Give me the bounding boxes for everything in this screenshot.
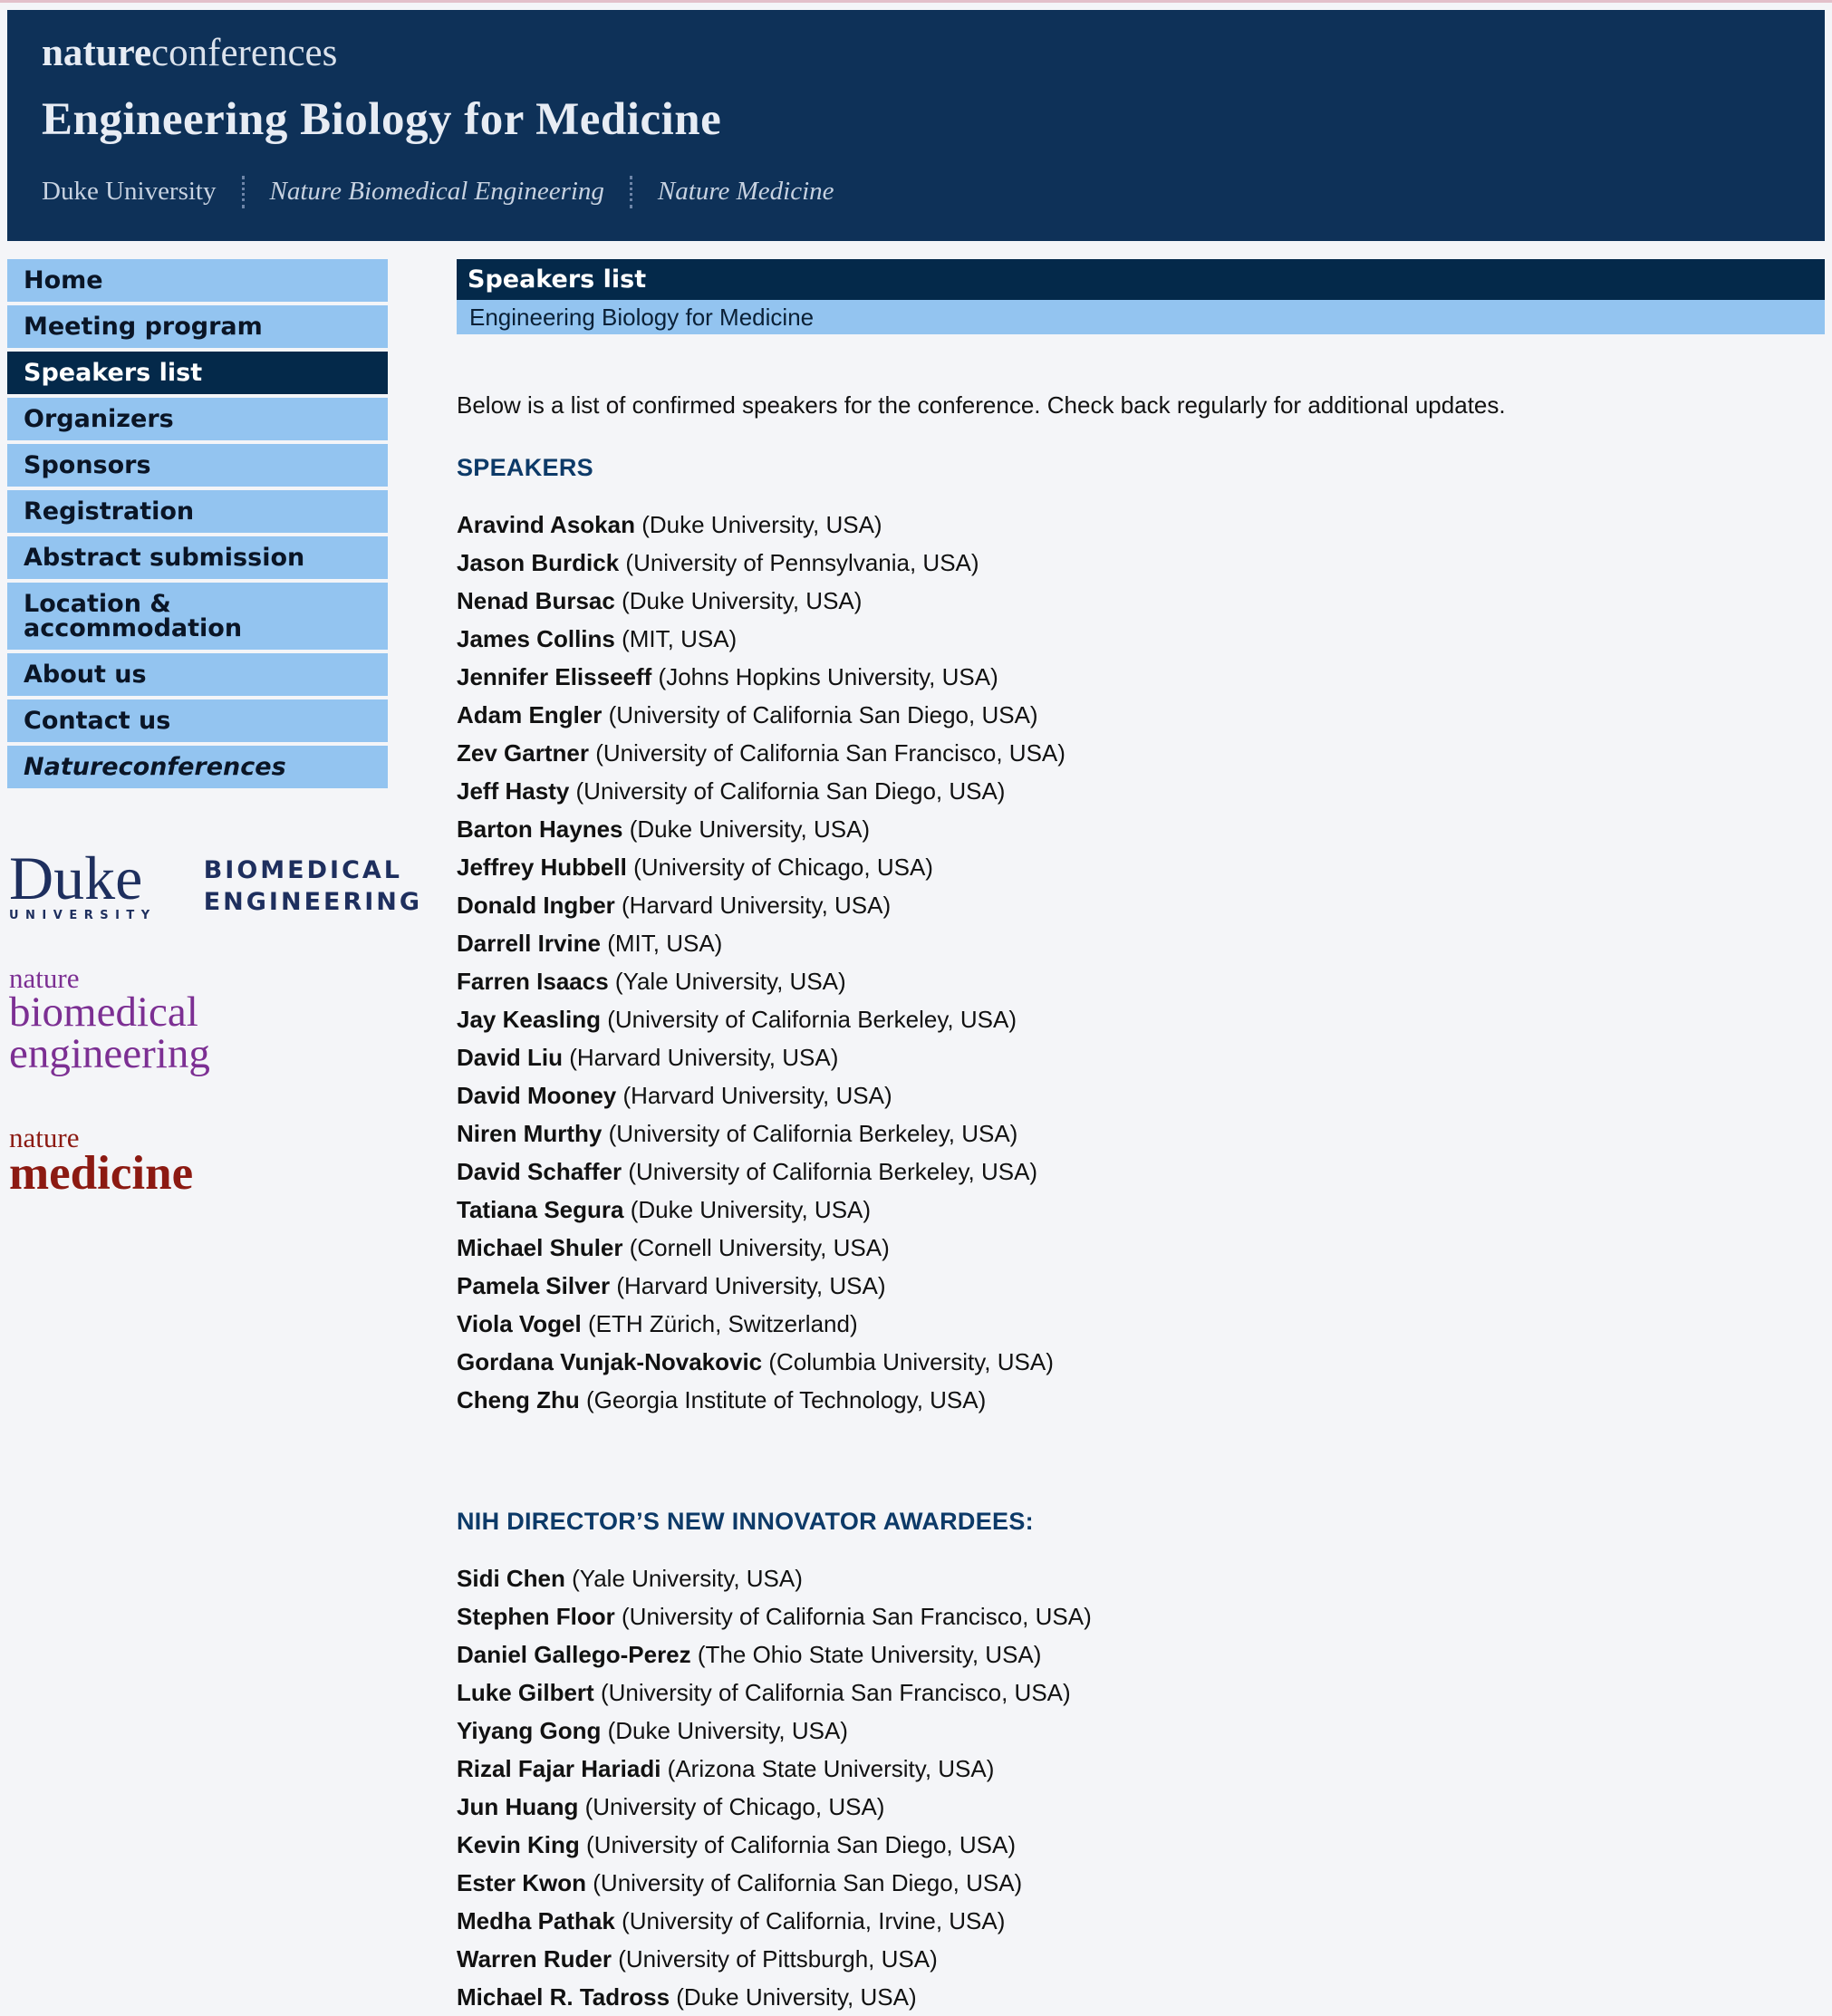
awardee-name: Yiyang Gong: [457, 1717, 602, 1744]
sidebar-item-label: Contact us: [24, 707, 171, 735]
speaker-name: Darrell Irvine: [457, 930, 601, 957]
sidebar-item-label: Speakers list: [24, 359, 203, 387]
sidebar-item[interactable]: [7, 490, 388, 533]
speaker-name: Aravind Asokan: [457, 511, 635, 538]
duke-university-label: UNIVERSITY: [9, 908, 157, 922]
duke-department-label: [204, 854, 422, 918]
speaker-entry: [457, 1038, 1825, 1076]
speaker-affiliation: (Duke University, USA): [630, 1196, 872, 1223]
speaker-name: Jeffrey Hubbell: [457, 854, 627, 881]
sidebar-nav: [7, 259, 388, 788]
speaker-entry: [457, 1000, 1825, 1038]
sidebar-item[interactable]: [7, 699, 388, 742]
speaker-entry: [457, 1381, 1825, 1419]
awardee-name: Jun Huang: [457, 1793, 579, 1820]
speaker-affiliation: (University of California San Diego, USA): [575, 777, 1006, 805]
speaker-entry: [457, 658, 1825, 696]
nmed-logo-line2: medicine: [9, 1147, 194, 1200]
page-title-bar: Speakers list: [457, 259, 1825, 300]
speaker-name: Viola Vogel: [457, 1310, 582, 1337]
dotted-separator: [242, 176, 245, 208]
speaker-name: Donald Ingber: [457, 892, 615, 919]
sidebar-item[interactable]: [7, 746, 388, 788]
speaker-name: David Schaffer: [457, 1158, 622, 1185]
speaker-name: Gordana Vunjak-Novakovic: [457, 1348, 763, 1375]
dotted-separator: [630, 176, 632, 208]
nih-awardees-heading: NIH DIRECTOR’S NEW INNOVATOR AWARDEES:: [457, 1508, 1034, 1535]
sidebar-item-label: About us: [24, 661, 147, 689]
speaker-affiliation: (University of California San Diego, USA): [608, 701, 1038, 728]
sidebar-item-label: Home: [24, 266, 103, 294]
sponsor-logos: [7, 843, 423, 1200]
awardee-affiliation: (University of California, Irvine, USA): [622, 1907, 1006, 1934]
speaker-affiliation: (MIT, USA): [607, 930, 723, 957]
speaker-affiliation: (Yale University, USA): [614, 968, 846, 995]
speaker-affiliation: (Duke University, USA): [641, 511, 882, 538]
awardee-entry: [457, 1712, 1825, 1750]
speaker-name: Jennifer Elisseeff: [457, 663, 652, 690]
nature-medicine-logo[interactable]: [9, 1122, 388, 1200]
speaker-entry: [457, 810, 1825, 848]
awardee-affiliation: (University of California San Diego, USA): [586, 1831, 1016, 1858]
speaker-affiliation: (Harvard University, USA): [569, 1044, 839, 1071]
speaker-name: James Collins: [457, 625, 615, 652]
speaker-name: Tatiana Segura: [457, 1196, 624, 1223]
awardee-name: Sidi Chen: [457, 1565, 565, 1592]
duke-biomedical-engineering-logo[interactable]: [9, 843, 423, 924]
speaker-name: Barton Haynes: [457, 815, 623, 843]
awardee-affiliation: (University of Pittsburgh, USA): [618, 1945, 938, 1973]
sidebar-item-label: Location & accommodation: [24, 590, 243, 642]
sidebar-item[interactable]: [7, 305, 388, 348]
speaker-entry: [457, 962, 1825, 1000]
speaker-name: Jay Keasling: [457, 1006, 601, 1033]
speaker-affiliation: (University of California Berkeley, USA): [628, 1158, 1038, 1185]
speaker-name: Cheng Zhu: [457, 1386, 580, 1413]
speaker-affiliation: (Harvard University, USA): [622, 892, 892, 919]
awardee-name: Kevin King: [457, 1831, 580, 1858]
sidebar-item[interactable]: [7, 259, 388, 302]
speaker-entry: [457, 1153, 1825, 1191]
speaker-entry: [457, 1114, 1825, 1153]
speaker-affiliation: (Harvard University, USA): [622, 1082, 892, 1109]
sidebar-item[interactable]: [7, 444, 388, 487]
sidebar-item-label: Natureconferences: [24, 753, 286, 781]
speaker-entry: [457, 506, 1825, 544]
speaker-name: Niren Murthy: [457, 1120, 603, 1147]
awardee-affiliation: (University of California San Francisco, USA): [600, 1679, 1071, 1706]
sidebar-item-label: Meeting program: [24, 313, 263, 341]
duke-wordmark-block: [9, 843, 157, 922]
sidebar-item[interactable]: [7, 352, 388, 394]
speaker-affiliation: (University of California Berkeley, USA): [607, 1006, 1017, 1033]
page-layout: [0, 241, 1832, 2016]
speaker-entry: [457, 886, 1825, 924]
sidebar-item[interactable]: [7, 653, 388, 696]
awardee-name: Ester Kwon: [457, 1869, 587, 1896]
awardee-affiliation: (The Ohio State University, USA): [697, 1641, 1042, 1668]
awardee-entry: [457, 1597, 1825, 1635]
top-accent-line: [0, 0, 1832, 3]
sidebar-item-label: Abstract submission: [24, 544, 305, 572]
speaker-affiliation: (Harvard University, USA): [616, 1272, 886, 1299]
speaker-entry: [457, 1305, 1825, 1343]
conference-title: Engineering Biology for Medicine: [42, 94, 722, 146]
sidebar-item[interactable]: [7, 536, 388, 579]
sidebar-item-label: Registration: [24, 497, 195, 526]
natureconferences-logo: [42, 32, 1807, 74]
awardee-affiliation: (Yale University, USA): [572, 1565, 803, 1592]
awardee-entry: [457, 1978, 1825, 2016]
speakers-list: [457, 506, 1825, 1419]
left-column: [7, 259, 423, 1200]
awardee-name: Warren Ruder: [457, 1945, 612, 1973]
speaker-entry: [457, 848, 1825, 886]
awardee-affiliation: (University of California San Diego, USA): [593, 1869, 1023, 1896]
awardee-affiliation: (Duke University, USA): [676, 1983, 917, 2011]
awardee-entry: [457, 1788, 1825, 1826]
awardee-name: Medha Pathak: [457, 1907, 615, 1934]
awardee-entry: [457, 1674, 1825, 1712]
brand-nature: nature: [42, 32, 152, 74]
speaker-name: Adam Engler: [457, 701, 603, 728]
speaker-entry: [457, 1229, 1825, 1267]
awardee-entry: [457, 1750, 1825, 1788]
speakers-heading: SPEAKERS: [457, 454, 593, 481]
speaker-entry: [457, 772, 1825, 810]
speaker-name: Farren Isaacs: [457, 968, 609, 995]
speaker-affiliation: (Duke University, USA): [622, 587, 863, 614]
speaker-affiliation: (University of Pennsylvania, USA): [625, 549, 979, 576]
awardee-affiliation: (University of Chicago, USA): [584, 1793, 885, 1820]
speaker-affiliation: (Duke University, USA): [629, 815, 871, 843]
speaker-name: Nenad Bursac: [457, 587, 615, 614]
speaker-entry: [457, 582, 1825, 620]
page-subtitle-bar: Engineering Biology for Medicine: [457, 300, 1825, 334]
speaker-affiliation: (University of Chicago, USA): [633, 854, 933, 881]
nmed-logo-line1: nature: [9, 1122, 80, 1153]
speaker-name: Michael Shuler: [457, 1234, 623, 1261]
sidebar-item-label: Sponsors: [24, 451, 151, 479]
speaker-entry: [457, 620, 1825, 658]
speaker-affiliation: (University of California Berkeley, USA): [608, 1120, 1018, 1147]
awardee-entry: [457, 1864, 1825, 1902]
sidebar-item[interactable]: [7, 583, 388, 650]
speaker-name: Pamela Silver: [457, 1272, 611, 1299]
speaker-entry: [457, 696, 1825, 734]
sidebar-item[interactable]: [7, 398, 388, 440]
speaker-entry: [457, 1343, 1825, 1381]
awardee-name: Rizal Fajar Hariadi: [457, 1755, 661, 1782]
awardee-name: Luke Gilbert: [457, 1679, 594, 1706]
speaker-entry: [457, 544, 1825, 582]
awardee-affiliation: (Arizona State University, USA): [667, 1755, 995, 1782]
speaker-entry: [457, 924, 1825, 962]
speaker-affiliation: (MIT, USA): [622, 625, 738, 652]
awardee-entry: [457, 1635, 1825, 1674]
main-content: [457, 259, 1825, 2016]
speaker-affiliation: (Cornell University, USA): [629, 1234, 890, 1261]
speaker-affiliation: (ETH Zürich, Switzerland): [587, 1310, 858, 1337]
awardee-name: Stephen Floor: [457, 1603, 615, 1630]
affiliation-duke-university: Duke University: [42, 177, 217, 207]
speaker-affiliation: (University of California San Francisco, USA): [595, 739, 1065, 767]
speaker-name: David Liu: [457, 1044, 564, 1071]
nbe-logo-line1: nature: [9, 962, 80, 994]
speaker-name: Jeff Hasty: [457, 777, 570, 805]
intro-text: Below is a list of confirmed speakers for the conference. Check back regularly for additional updates.: [457, 391, 1506, 419]
speaker-name: Jason Burdick: [457, 549, 620, 576]
speaker-entry: [457, 734, 1825, 772]
awardee-entry: [457, 1826, 1825, 1864]
speaker-entry: [457, 1191, 1825, 1229]
speaker-entry: [457, 1076, 1825, 1114]
awardee-entry: [457, 1902, 1825, 1940]
awardee-affiliation: (Duke University, USA): [607, 1717, 848, 1744]
speaker-name: Zev Gartner: [457, 739, 589, 767]
duke-dept-line1: BIOMEDICAL: [203, 856, 402, 884]
nih-awardees-list: [457, 1559, 1825, 2016]
duke-dept-line2: ENGINEERING: [203, 888, 423, 916]
awardee-entry: [457, 1940, 1825, 1978]
sidebar-item-label: Organizers: [24, 405, 174, 433]
awardee-affiliation: (University of California San Francisco, USA): [622, 1603, 1092, 1630]
brand-conferences: conferences: [151, 32, 338, 74]
affiliation-nature-biomedical-engineering: Nature Biomedical Engineering: [269, 177, 604, 207]
nature-biomedical-engineering-logo[interactable]: [9, 962, 388, 1077]
duke-wordmark: Duke: [9, 843, 143, 912]
speaker-affiliation: (Georgia Institute of Technology, USA): [586, 1386, 987, 1413]
header-affiliations: [42, 176, 1807, 208]
speaker-affiliation: (Columbia University, USA): [768, 1348, 1054, 1375]
nbe-logo-line2: biomedical engineering: [9, 989, 210, 1077]
site-header: [7, 10, 1825, 241]
awardee-name: Daniel Gallego-Perez: [457, 1641, 691, 1668]
awardee-name: Michael R. Tadross: [457, 1983, 670, 2011]
affiliation-nature-medicine: Nature Medicine: [657, 177, 834, 207]
speaker-entry: [457, 1267, 1825, 1305]
awardee-entry: [457, 1559, 1825, 1597]
speaker-affiliation: (Johns Hopkins University, USA): [658, 663, 998, 690]
speaker-name: David Mooney: [457, 1082, 617, 1109]
